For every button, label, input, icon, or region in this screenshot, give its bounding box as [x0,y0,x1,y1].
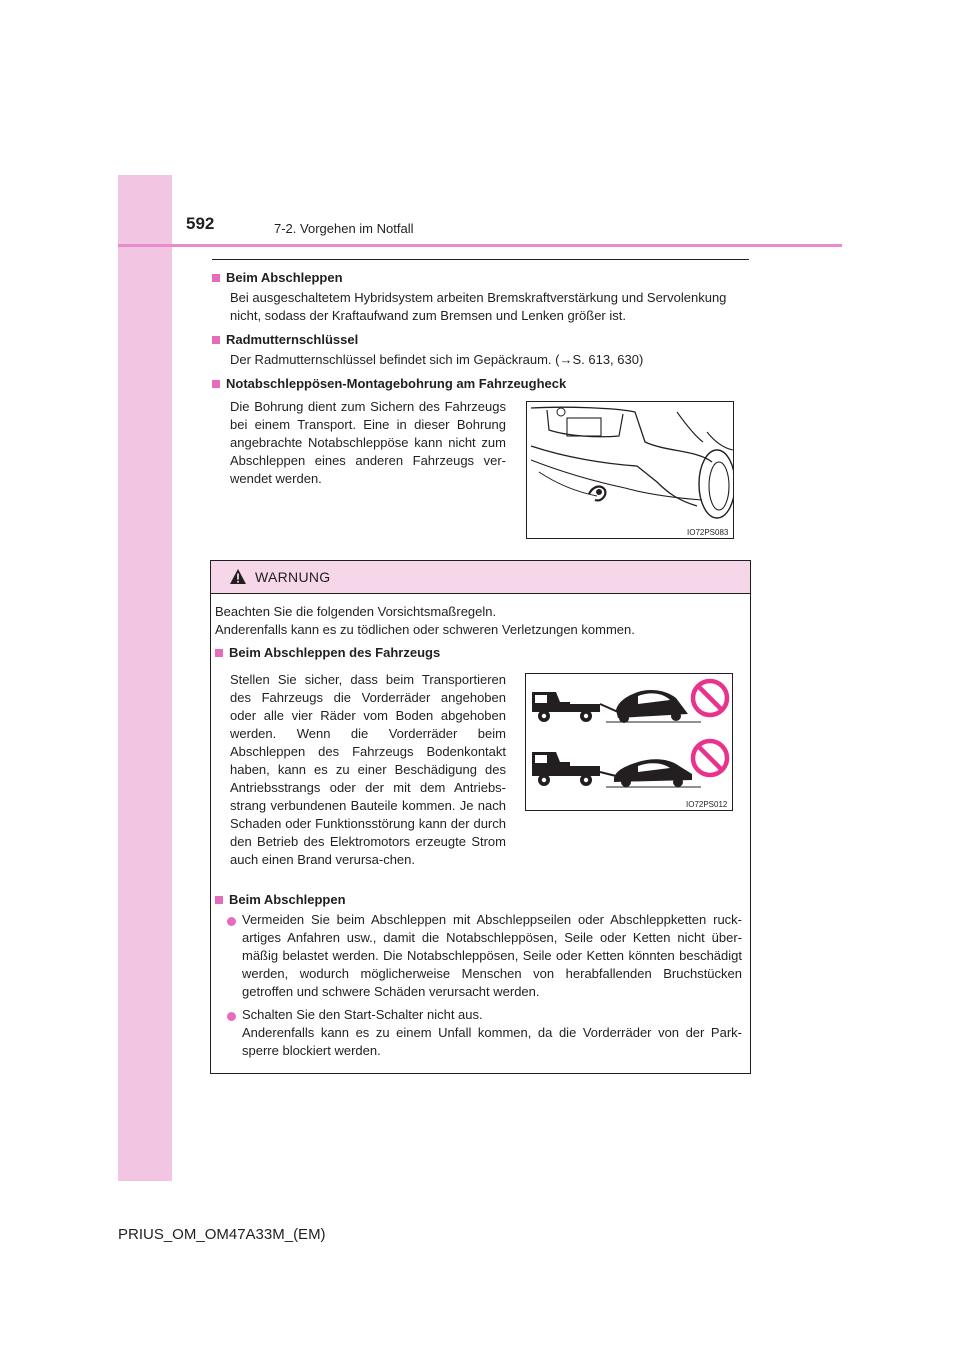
warning-bullet-2-continued: Anderenfalls kann es zu einem Unfall kommen, da die Vorderräder von der Park-sperre blockiert werden. [242,1025,742,1058]
info-text-wrench: Der Radmutternschlüssel befindet sich im Gepäckraum. (→S. 613, 630) [230,352,644,367]
square-bullet-icon [215,896,223,904]
square-bullet-icon [212,336,220,344]
document-footer: PRIUS_OM_OM47A33M_(EM) [118,1226,326,1243]
section-title: 7-2. Vorgehen im Notfall [274,221,414,236]
prohibited-icon [690,678,730,718]
content-rule [212,259,749,260]
warning-intro-2: Anderenfalls kann es zu tödlichen oder schweren Verletzungen kommen. [215,622,635,637]
warning-heading-towing: Beim Abschleppen [215,892,346,907]
info-text-towing: Bei ausgeschaltetem Hybridsystem arbeiten Bremskraftverstärkung und Servolenkung nicht, sodass der Kraftaufwand zum Bremsen und Lenken größer ist. [230,290,727,323]
warning-heading-transport: Beim Abschleppen des Fahrzeugs [215,645,440,660]
info-text-tow-eyelet: Die Bohrung dient zum Sichern des Fahrzeugs bei einem Transport. Eine in dieser Bohrung angebrachte Notabschleppöse kann nicht zum Abschleppen eines anderen Fahrzeugs ver-wendet werden. [230,399,506,486]
warning-triangle-icon [229,568,247,585]
warning-box [210,560,751,1074]
warning-text-transport: Stellen Sie sicher, dass beim Transportieren des Fahrzeugs die Vorderräder angehoben oder alle vier Räder vom Boden abgehoben werden. Wenn die Vorderräder beim Abschleppen des Fahrzeugs Bodenkontakt haben, kann es zu einer Beschädigung des Antriebsstrangs oder der mit dem Antriebs-strang verbundenen Bauteile kommen. Je nach Schaden oder Funktionsstörung kann der durch den Betrieb des Elektromotors erzeugte Strom auch einen Brand verursa-chen. [230,672,506,867]
info-heading-towing: Beim Abschleppen [212,270,343,285]
rear-vehicle-illustration [526,401,734,539]
page-number: 592 [186,214,215,233]
warning-intro-1: Beachten Sie die folgenden Vorsichtsmaßregeln. [215,604,497,619]
square-bullet-icon [212,274,220,282]
prohibited-icon [690,738,730,778]
round-bullet-icon [227,917,236,926]
info-heading-tow-eyelet: Notabschleppösen-Montagebohrung am Fahrzeugheck [212,376,566,391]
figure-code: IO72PS083 [687,528,729,537]
info-heading-wrench: Radmutternschlüssel [212,332,358,347]
towing-prohibited-illustration [525,673,733,811]
square-bullet-icon [215,649,223,657]
figure-code: IO72PS012 [686,800,728,809]
warning-header [211,561,750,594]
round-bullet-icon [227,1012,236,1021]
warning-title: WARNUNG [255,569,331,585]
warning-bullet-1: Vermeiden Sie beim Abschleppen mit Abschleppseilen oder Abschleppketten ruck-artiges Anfahren usw., damit die Notabschleppösen, Seile oder Ketten nicht über-mäßig belastet werden. Die Notabschleppösen, Seile oder Ketten könnten beschädigt werden, wodurch möglicherweise Menschen von herabfallenden Bruchstücken getroffen und schwere Schäden verursacht werden. [242,912,742,999]
warning-bullet-2: Schalten Sie den Start-Schalter nicht aus. [242,1007,483,1022]
header-rule [118,244,842,247]
rear-bumper-drawing [527,402,733,538]
square-bullet-icon [212,380,220,388]
chapter-side-band [118,175,172,1181]
